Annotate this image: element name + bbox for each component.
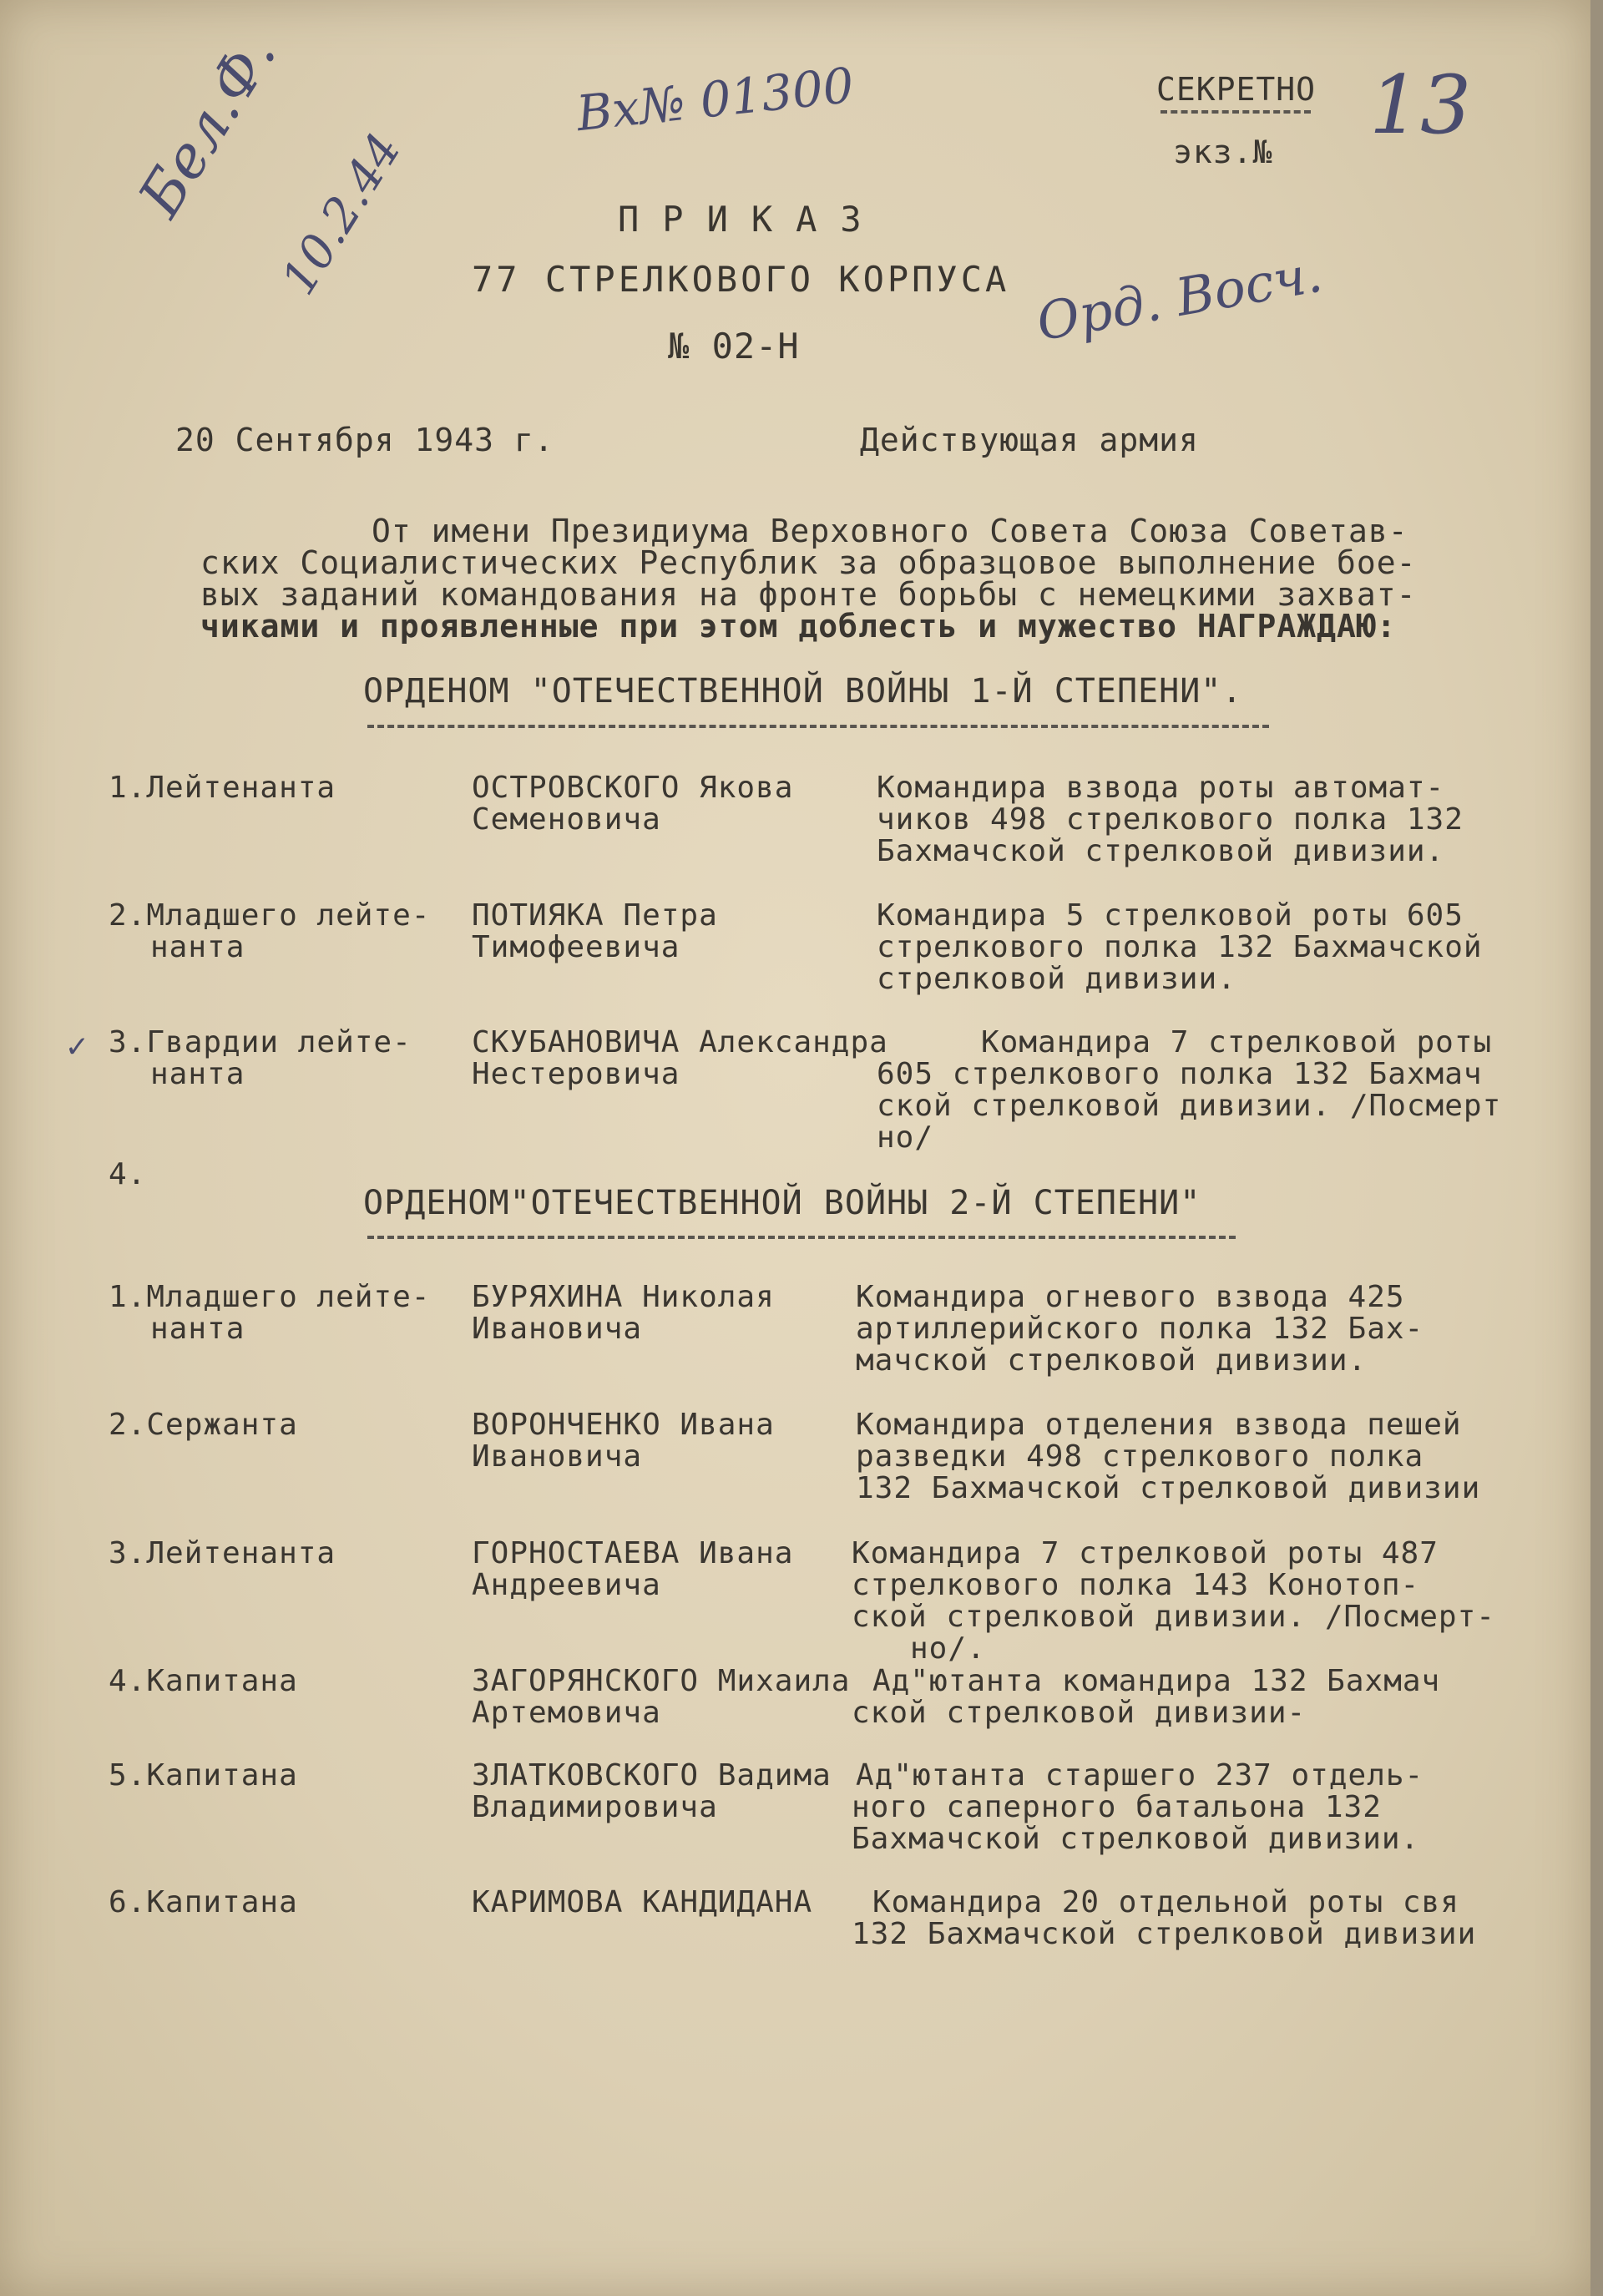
secret-underline — [1161, 110, 1311, 114]
entry-desc: Ад"ютанта старшего 237 отдель- — [856, 1758, 1424, 1793]
entry-name: СКУБАНОВИЧА Александра — [472, 1025, 888, 1059]
order-place: Действующая армия — [860, 422, 1199, 458]
entry-desc: Командира отделения взвода пешей — [856, 1408, 1462, 1442]
entry-desc: Командира огневого взвода 425 — [856, 1280, 1405, 1314]
entry-desc: чиков 498 стрелкового полка 132 — [877, 802, 1464, 837]
entry-name-2: Владимировича — [472, 1790, 718, 1824]
entry-desc: Командира 5 стрелковой роты 605 — [877, 898, 1464, 933]
entry-desc: стрелкового полка 132 Бахмачской — [877, 930, 1483, 964]
entry-desc: 605 стрелкового полка 132 Бахмач — [877, 1057, 1483, 1091]
section-heading-2-underline — [367, 1236, 1236, 1239]
entry-name-2: Семеновича — [472, 802, 661, 837]
entry-rank-2: нанта — [150, 1057, 245, 1091]
entry-rank-2: нанта — [150, 930, 245, 964]
entry-rank: 5.Капитана — [109, 1758, 298, 1793]
entry-rank: 2.Сержанта — [109, 1408, 298, 1442]
section-heading-1-underline — [367, 725, 1269, 728]
check-mark: ✓ — [67, 1027, 88, 1065]
intro-line-4: чиками и проявленные при этом доблесть и мужество НАГРАЖДАЮ: — [200, 608, 1397, 645]
entry-name-2: Андреевича — [472, 1568, 661, 1602]
entry-desc: стрелковой дивизии. — [877, 962, 1236, 996]
entry-desc: разведки 498 стрелкового полка — [856, 1439, 1424, 1474]
entry-desc: артиллерийского полка 132 Бах- — [856, 1312, 1424, 1346]
entry-rank-2: нанта — [150, 1312, 245, 1346]
entry-name: ЗЛАТКОВСКОГО Вадима — [472, 1758, 832, 1793]
entry-name: ПОТИЯКА Петра — [472, 898, 718, 933]
entry-rank: 1.Младшего лейте- — [109, 1280, 431, 1314]
order-issuer: 77 СТРЕЛКОВОГО КОРПУСА — [472, 259, 1010, 300]
handwritten-left-note: Бел.Ф. — [125, 22, 290, 229]
page-edge — [1590, 0, 1603, 2296]
handwritten-left-date: 10.2.44 — [271, 124, 412, 305]
entry-desc: стрелкового полка 143 Конотоп- — [852, 1568, 1420, 1602]
order-date: 20 Сентября 1943 г. — [175, 422, 554, 458]
entry-desc: ской стрелковой дивизии- — [852, 1696, 1307, 1730]
entry-name: КАРИМОВА КАНДИДАНА — [472, 1885, 813, 1919]
entry-desc: Командира 7 стрелковой роты 487 — [852, 1536, 1439, 1570]
entry-desc: Бахмачской стрелковой дивизии. — [852, 1822, 1420, 1856]
handwritten-incoming-number: Вх№ 01300 — [574, 56, 857, 143]
entry-desc: ской стрелковой дивизии. /Посмерт — [877, 1089, 1502, 1123]
handwritten-page-number: 13 — [1369, 58, 1472, 152]
entry-name-2: Тимофеевича — [472, 930, 680, 964]
entry-name-2: Ивановича — [472, 1439, 643, 1474]
entry-desc: Командира 20 отдельной роты свя — [872, 1885, 1459, 1919]
order-title: ПРИКАЗ — [618, 199, 885, 240]
entry-desc: 132 Бахмачской стрелковой дивизии — [852, 1917, 1477, 1951]
entry-rank: 2.Младшего лейте- — [109, 898, 431, 933]
secret-stamp: СЕКРЕТНО — [1156, 71, 1317, 108]
entry-desc: мачской стрелковой дивизии. — [856, 1343, 1368, 1378]
entry-rank: 3.Лейтенанта — [109, 1536, 336, 1570]
entry-rank: 4.Капитана — [109, 1664, 298, 1698]
entry-desc: 132 Бахмачской стрелковой дивизии — [856, 1471, 1481, 1505]
entry-name: ОСТРОВСКОГО Якова — [472, 771, 794, 805]
entry-desc: но/. — [910, 1631, 986, 1666]
entry-rank: 3.Гвардии лейте- — [109, 1025, 412, 1059]
entry-name-2: Нестеровича — [472, 1057, 680, 1091]
entry-name: БУРЯХИНА Николая — [472, 1280, 775, 1314]
entry-desc: Ад"ютанта командира 132 Бахмач — [872, 1664, 1441, 1698]
entry-rank: 6.Капитана — [109, 1885, 298, 1919]
entry-desc: ного саперного батальона 132 — [852, 1790, 1382, 1824]
intro-line-2: ских Социалистических Республик за образцовое выполнение бое- — [200, 544, 1417, 581]
intro-line-1: От имени Президиума Верховного Совета Союза Советав- — [372, 513, 1408, 549]
entry-desc: Командира взвода роты автомат- — [877, 771, 1445, 805]
entry-name: ВОРОНЧЕНКО Ивана — [472, 1408, 775, 1442]
section-heading-1: ОРДЕНОМ "ОТЕЧЕСТВЕННОЙ ВОЙНЫ 1-Й СТЕПЕНИ". — [363, 672, 1243, 711]
entry-desc: ской стрелковой дивизии. /Посмерт- — [852, 1600, 1495, 1634]
entry-name-2: Артемовича — [472, 1696, 661, 1730]
intro-line-3: вых заданий командования на фронте борьбы с немецкими захват- — [200, 576, 1417, 613]
entry-name-2: Ивановича — [472, 1312, 643, 1346]
order-number: № 02-Н — [668, 326, 800, 367]
entry-name: ЗАГОРЯНСКОГО Михаила — [472, 1664, 851, 1698]
entry-desc: но/ — [877, 1120, 934, 1155]
section-heading-2: ОРДЕНОМ"ОТЕЧЕСТВЕННОЙ ВОЙНЫ 2-Й СТЕПЕНИ" — [363, 1184, 1201, 1222]
entry-name: ГОРНОСТАЕВА Ивана — [472, 1536, 794, 1570]
entry-rank: 4. — [109, 1157, 147, 1191]
entry-rank: 1.Лейтенанта — [109, 771, 336, 805]
handwritten-right-note: Орд. Восч. — [1032, 242, 1327, 353]
entry-desc: Бахмачской стрелковой дивизии. — [877, 834, 1445, 868]
copy-number: экз.№ — [1173, 134, 1273, 170]
entry-desc: Командира 7 стрелковой роты — [981, 1025, 1493, 1059]
